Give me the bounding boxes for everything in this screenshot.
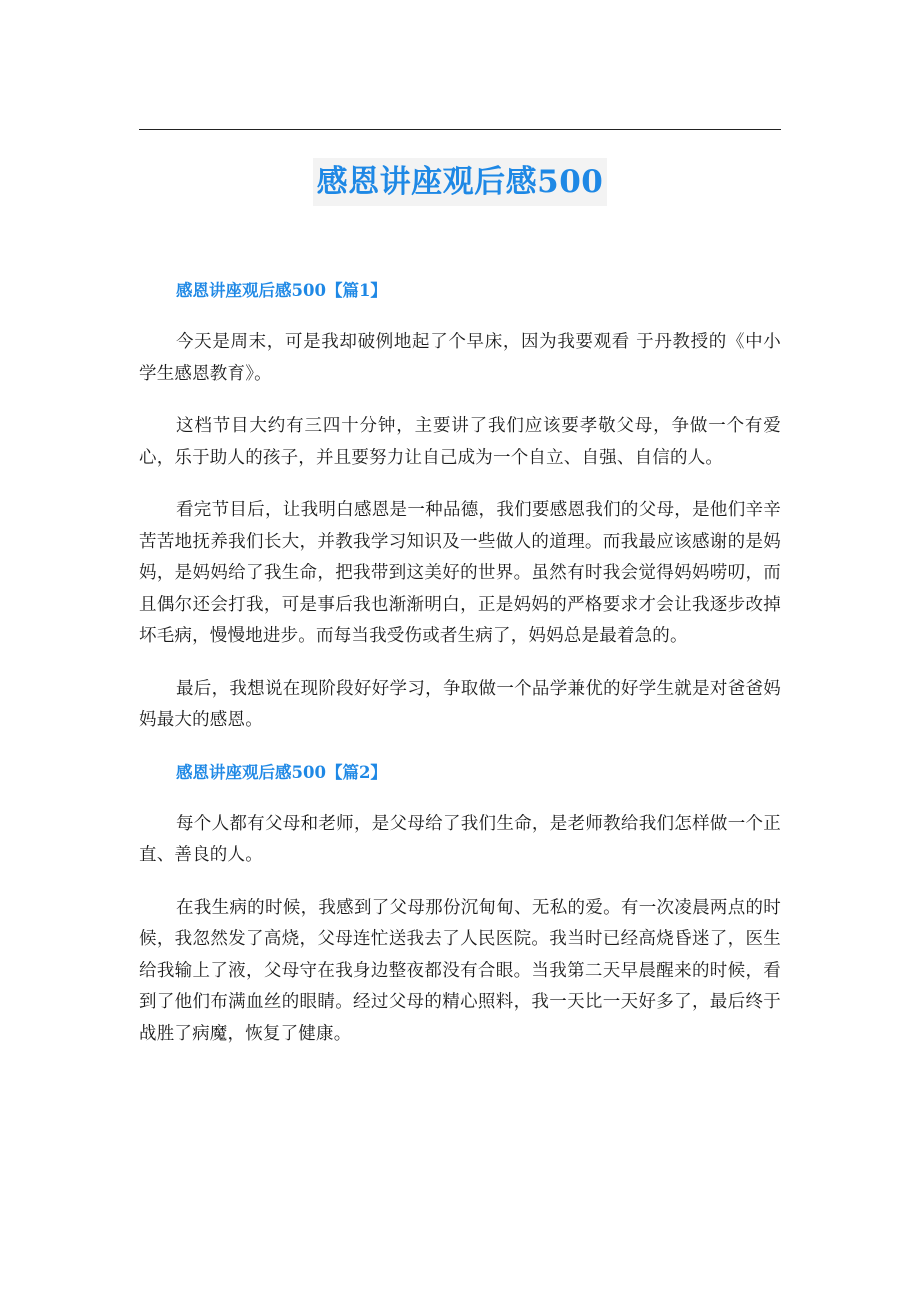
section-2: [139, 758, 781, 1051]
section-heading: 感恩讲座观后感500【篇2】: [176, 762, 387, 782]
paragraph: 在我生病的时候，我感到了父母那份沉甸甸、无私的爱。有一次凌晨两点的时候，我忽然发了高烧，父母连忙送我去了人民医院。我当时已经高烧昏迷了，医生给我输上了液，父母守在我身边整夜都没有合眼。当我第二天早晨醒来的时候，看到了他们布满血丝的眼睛。经过父母的精心照料，我一天比一天好多了，最后终于战胜了病魔，恢复了健康。: [139, 897, 781, 1044]
header-rule: [139, 129, 781, 130]
title-container: [0, 158, 920, 206]
paragraph: 今天是周末，可是我却破例地起了个早床，因为我要观看 于丹教授的《中小学生感恩教育》。: [139, 332, 781, 384]
page-title: 感恩讲座观后感500: [313, 158, 608, 206]
document-body: [139, 276, 781, 1071]
section-heading: 感恩讲座观后感500【篇1】: [176, 281, 387, 300]
paragraph: 看完节目后，让我明白感恩是一种品德，我们要感恩我们的父母，是他们辛辛苦苦地抚养我们长大，并教我学习知识及一些做人的道理。而我最应该感谢的是妈妈，是妈妈给了我生命，把我带到这美好的世界。虽然有时我会觉得妈妈唠叨，而且偶尔还会打我，可是事后我也渐渐明白，正是妈妈的严格要求才会让我逐步改掉坏毛病，慢慢地进步。而每当我受伤或者生病了，妈妈总是最着急的。: [139, 500, 781, 646]
section-1: [139, 276, 781, 737]
paragraph: 这档节目大约有三四十分钟，主要讲了我们应该要孝敬父母，争做一个有爱心，乐于助人的孩子，并且要努力让自己成为一个自立、自强、自信的人。: [139, 416, 781, 468]
paragraph: 每个人都有父母和老师，是父母给了我们生命，是老师教给我们怎样做一个正直、善良的人。: [139, 813, 781, 865]
paragraph: 最后，我想说在现阶段好好学习，争取做一个品学兼优的好学生就是对爸爸妈妈最大的感恩。: [139, 678, 781, 730]
